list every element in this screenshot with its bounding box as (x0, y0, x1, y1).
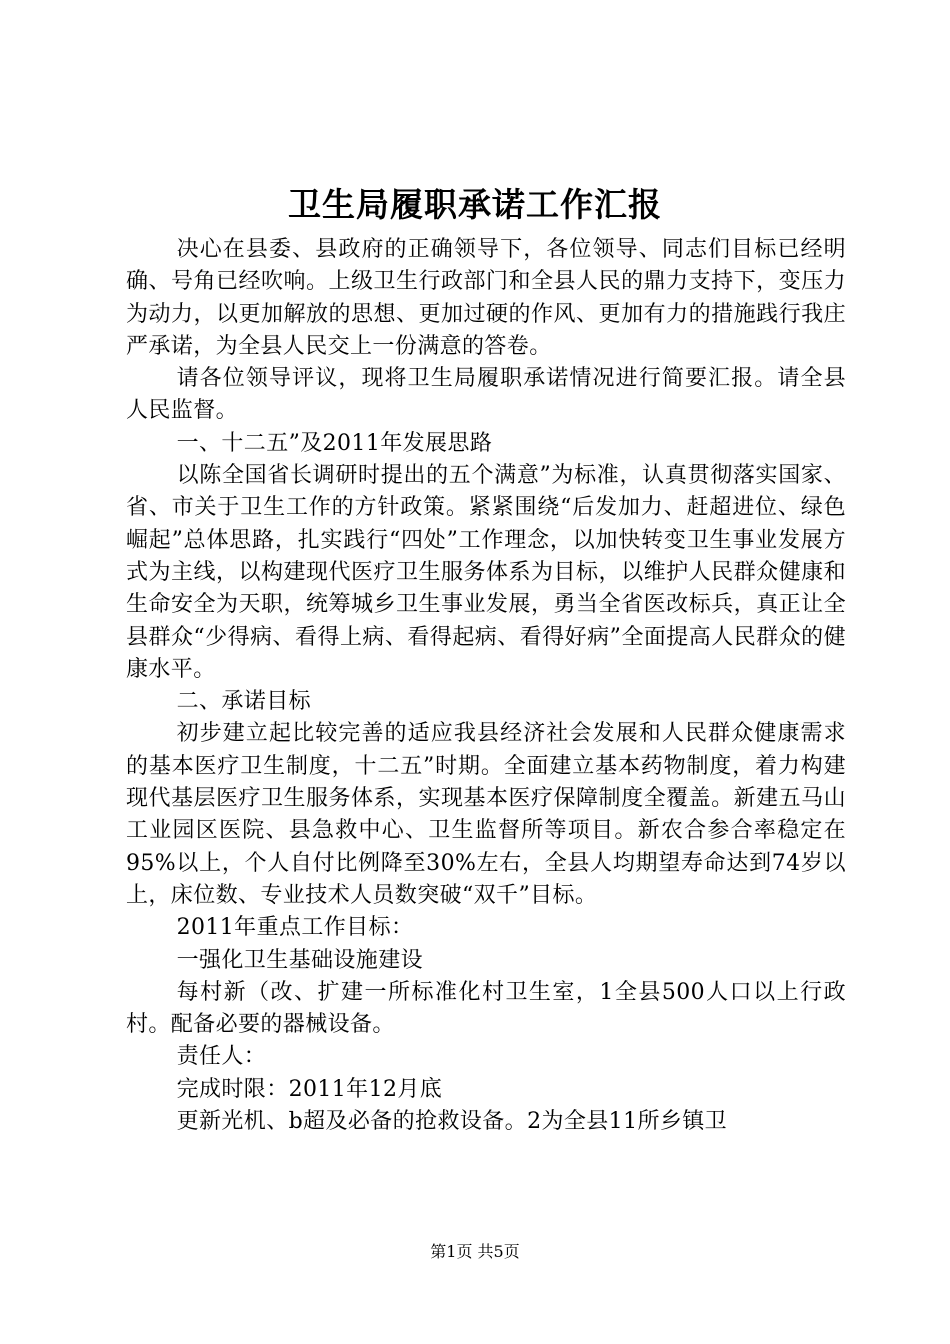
document-body (126, 234, 846, 1138)
section-heading: 一、十二五”及2011年发展思路 (176, 430, 493, 456)
paragraph: 以陈全国省长调研时提出的五个满意”为标准，认真贯彻落实国家、省、市关于卫生工作的方针政策。紧紧围绕“后发加力、赶超进位、绿色崛起”总体思路，扎实践行“四处”工作理念，以加快转变卫生事业发展方式为主线，以构建现代医疗卫生服务体系为目标，以维护人民群众健康和生命安全为天职，统筹城乡卫生事业发展，勇当全省医改标兵，真正让全县群众“少得病、看得上病、看得起病、看得好病”全面提高人民群众的健康水平。 (126, 463, 846, 682)
paragraph: 更新光机、b超及必备的抢救设备。2为全县11所乡镇卫 (176, 1109, 728, 1135)
paragraph: 每村新（改、扩建一所标准化村卫生室，1全县500人口以上行政村。配备必要的器械设备。 (126, 979, 846, 1038)
paragraph: 责任人： (176, 1044, 267, 1070)
page-footer: 第1页 共5页 (430, 1242, 520, 1261)
document-title: 卫生局履职承诺工作汇报 (288, 185, 662, 224)
paragraph: 初步建立起比较完善的适应我县经济社会发展和人民群众健康需求的基本医疗卫生制度，十二五”时期。全面建立基本药物制度，着力构建现代基层医疗卫生服务体系，实现基本医疗保障制度全覆盖。新建五马山工业园区医院、县急救中心、卫生监督所等项目。新农合参合率稳定在95%以上，个人自付比例降至30%左右，全县人均期望寿命达到74岁以上，床位数、专业技术人员数突破“双千”目标。 (126, 721, 846, 908)
paragraph: 一强化卫生基础设施建设 (176, 947, 423, 973)
paragraph: 请各位领导评议，现将卫生局履职承诺情况进行简要汇报。请全县人民监督。 (126, 366, 846, 424)
section-heading: 二、承诺目标 (176, 689, 311, 715)
paragraph: 完成时限：2011年12月底 (176, 1076, 443, 1102)
paragraph: 决心在县委、县政府的正确领导下，各位领导、同志们目标已经明确、号角已经吹响。上级卫生行政部门和全县人民的鼎力支持下，变压力为动力，以更加解放的思想、更加过硬的作风、更加有力的措施践行我庄严承诺，为全县人民交上一份满意的答卷。 (126, 237, 846, 359)
paragraph: 2011年重点工作目标： (176, 915, 414, 941)
